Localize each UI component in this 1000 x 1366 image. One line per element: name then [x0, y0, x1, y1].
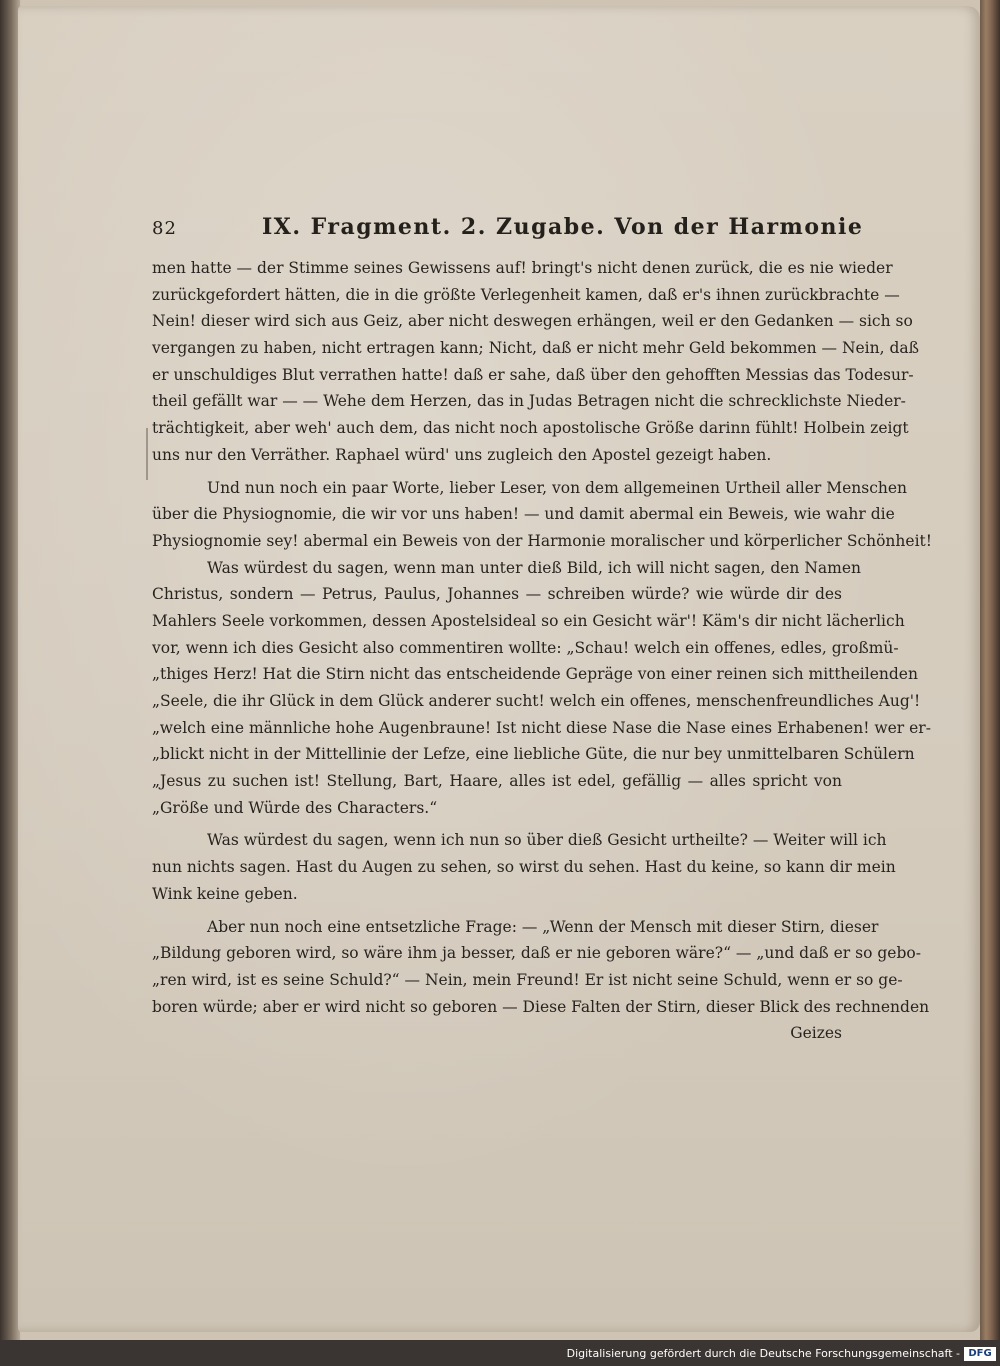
page-number: 82 — [152, 218, 177, 239]
text-line: Und nun noch ein paar Worte, lieber Leser, von dem allgemeinen Urtheil aller Menschen — [207, 478, 908, 497]
text-line: vergangen zu haben, nicht ertragen kann; Nicht, daß er nicht mehr Geld bekommen — Nein, daß — [152, 339, 919, 358]
text-line: Christus, sondern — Petrus, Paulus, Johannes — schreiben würde? wie würde dir des — [152, 585, 842, 604]
text-line: nun nichts sagen. Hast du Augen zu sehen, so wirst du sehen. Hast du keine, so kann dir mein — [152, 858, 896, 877]
text-line: „Bildung geboren wird, so wäre ihm ja besser, daß er nie geboren wäre?“ — „und daß er so gebo- — [152, 944, 921, 963]
text-line: zurückgefordert hätten, die in die größte Verlegenheit kamen, daß er's ihnen zurückbrachte — — [152, 285, 900, 304]
text-line: men hatte — der Stimme seines Gewissens auf! bringt's nicht denen zurück, die es nie wieder — [152, 259, 893, 277]
margin-mark — [146, 428, 148, 480]
text-line: „ren wird, ist es seine Schuld?“ — Nein, mein Freund! Er ist nicht seine Schuld, wenn er so ge- — [152, 970, 903, 989]
text-line: vor, wenn ich dies Gesicht also commentiren wollte: „Schau! welch ein offenes, edles, großmü- — [152, 638, 899, 657]
text-line: Was würdest du sagen, wenn man unter dieß Bild, ich will nicht sagen, den Namen — [207, 558, 861, 577]
footer-bar — [0, 1340, 1000, 1366]
text-line: „Seele, die ihr Glück in dem Glück anderer sucht! welch ein offenes, menschenfreundliches Aug'! — [152, 692, 921, 710]
text-line: Mahlers Seele vorkommen, dessen Apostelsideal so ein Gesicht wär'! Käm's dir nicht lächerlich — [152, 611, 905, 630]
text-line: „thiges Herz! Hat die Stirn nicht das entscheidende Gepräge von einer reinen sich mittheilenden — [152, 665, 918, 684]
paragraph — [152, 255, 919, 469]
text-line: „welch eine männliche hohe Augenbraune! Ist nicht diese Nase die Nase eines Erhabenen! wer er- — [152, 718, 931, 737]
text-line: über die Physiognomie, die wir vor uns haben! — und damit abermal ein Beweis, wie wahr die — [152, 505, 895, 524]
text-line: trächtigkeit, aber weh' auch dem, das nicht noch apostolische Größe darinn fühlt! Holbein zeigt — [152, 419, 909, 438]
text-line: Nein! dieser wird sich aus Geiz, aber nicht deswegen erhängen, weil er den Gedanken — sich so — [152, 312, 913, 331]
text-line: Aber nun noch eine entsetzliche Frage: — „Wenn der Mensch mit dieser Stirn, dieser — [207, 917, 879, 936]
running-head — [152, 214, 864, 248]
paragraph — [152, 914, 930, 1021]
paragraph — [152, 555, 931, 822]
catchword: Geizes — [790, 1024, 842, 1043]
paragraph — [152, 827, 896, 907]
text-line: uns nur den Verräther. Raphael würd' uns zugleich den Apostel gezeigt haben. — [152, 445, 772, 464]
page-right-edge — [980, 0, 1000, 1340]
running-head-title: IX. Fragment. 2. Zugabe. Von der Harmonie — [262, 214, 864, 240]
body-text — [152, 255, 932, 1047]
text-line: theil gefällt war — — Wehe dem Herzen, das in Judas Betragen nicht die schrecklichste Nieder- — [152, 392, 906, 411]
text-line: boren würde; aber er wird nicht so geboren — Diese Falten der Stirn, dieser Blick des rechnenden — [152, 997, 930, 1016]
text-line: „blickt nicht in der Mittellinie der Lefze, eine liebliche Güte, die nur bey unmittelbaren Schülern — [152, 745, 915, 764]
dfg-logo-icon: DFG — [964, 1347, 996, 1361]
text-line: er unschuldiges Blut verrathen hatte! daß er sahe, daß über den gehofften Messias das Todesur- — [152, 365, 914, 384]
text-line: „Jesus zu suchen ist! Stellung, Bart, Haare, alles ist edel, gefällig — alles spricht von — [152, 772, 842, 791]
page-left-edge — [0, 0, 20, 1340]
text-line: „Größe und Würde des Characters.“ — [152, 798, 438, 817]
text-line: Physiognomie sey! abermal ein Beweis von der Harmonie moralischer und körperlicher Schönheit! — [152, 531, 932, 550]
text-line: Was würdest du sagen, wenn ich nun so über dieß Gesicht urtheilte? — Weiter will ich — [207, 831, 887, 850]
footer-credit: Digitalisierung gefördert durch die Deutsche Forschungsgemeinschaft - — [566, 1347, 960, 1360]
paragraph — [152, 475, 932, 555]
text-line: Wink keine geben. — [152, 884, 298, 903]
